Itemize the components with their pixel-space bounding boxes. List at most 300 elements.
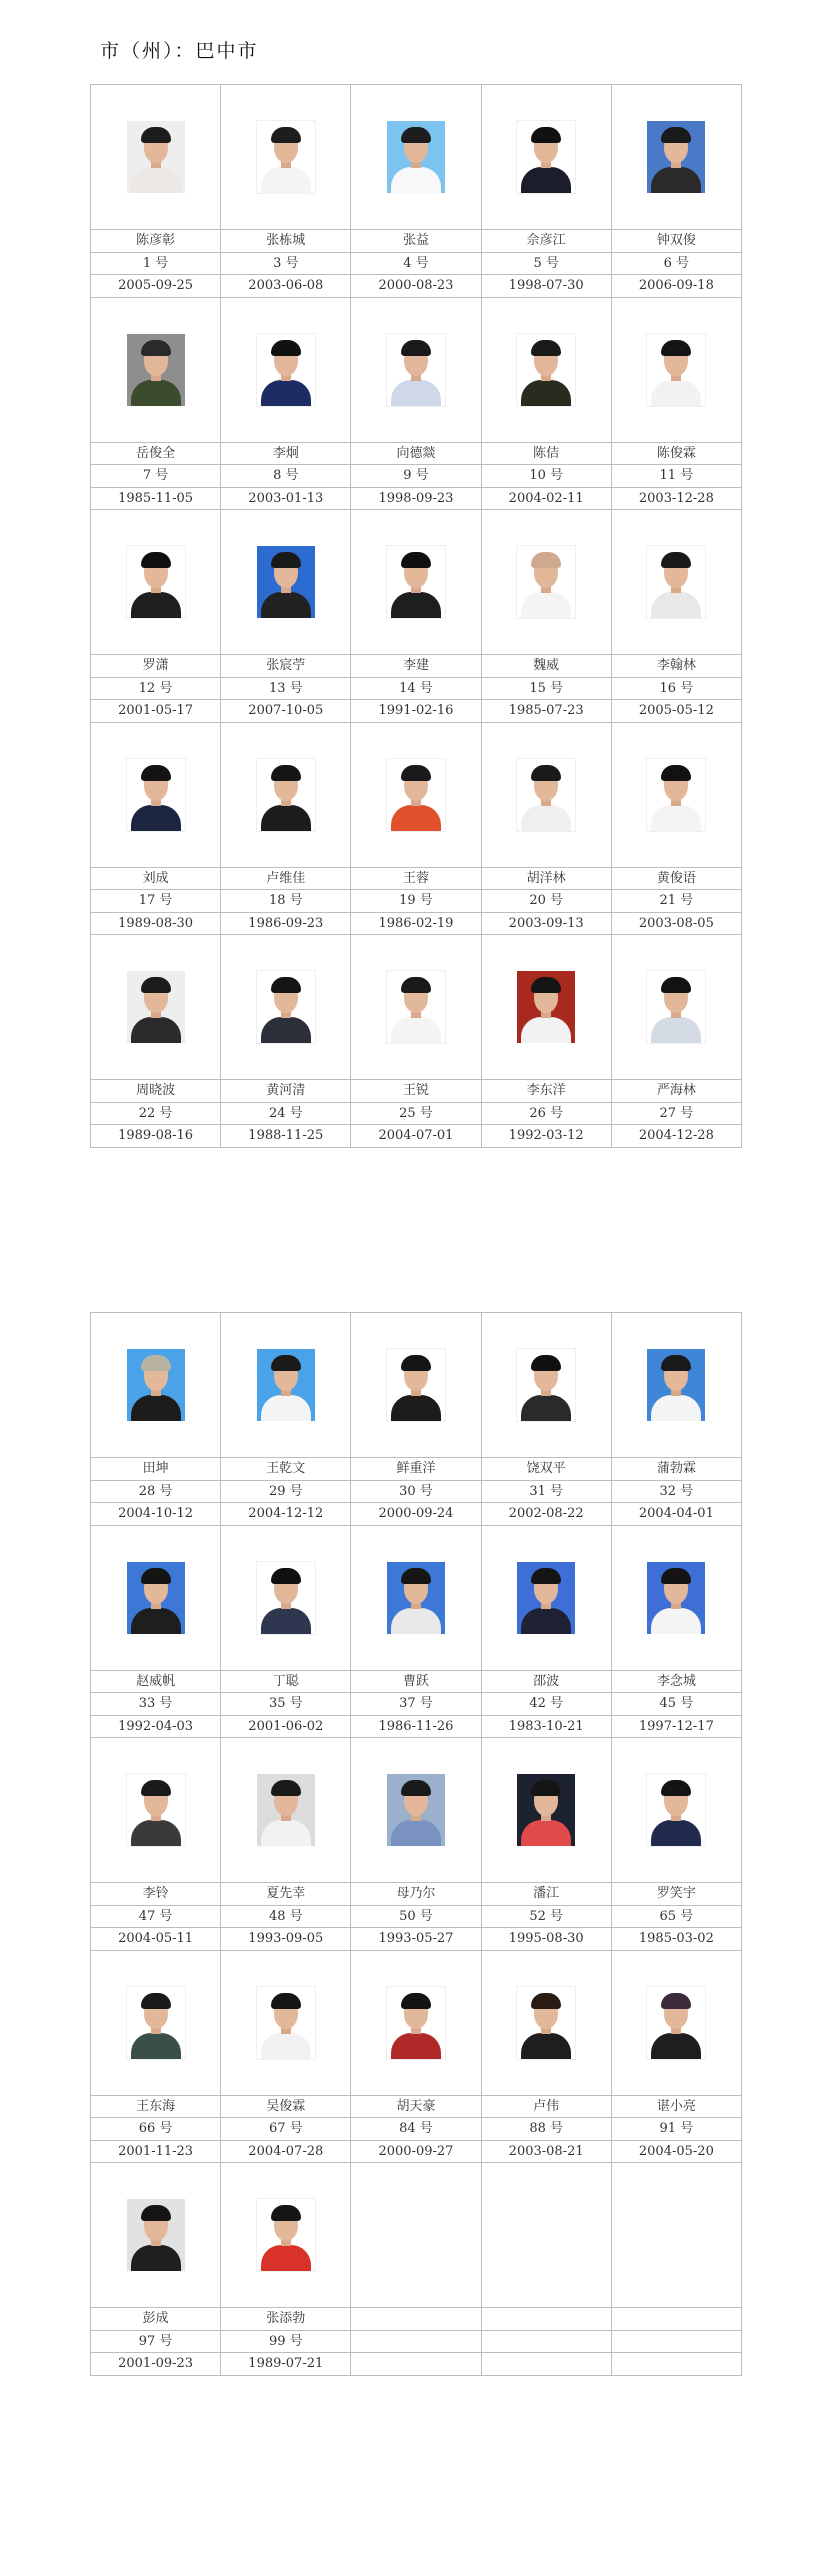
player-photo-cell	[611, 2163, 741, 2308]
player-dob: 2004-07-28	[221, 2140, 351, 2163]
shirt-shape	[651, 380, 701, 406]
player-name: 佘彦江	[481, 230, 611, 253]
player-photo	[257, 1349, 315, 1421]
player-number: 6 号	[611, 252, 741, 275]
player-number: 27 号	[611, 1102, 741, 1125]
player-name	[351, 2308, 481, 2331]
hair-shape	[271, 552, 301, 568]
player-photo	[127, 1987, 185, 2059]
player-dob: 2004-04-01	[611, 1503, 741, 1526]
shirt-shape	[391, 1395, 441, 1421]
shirt-shape	[651, 592, 701, 618]
player-photo	[647, 1987, 705, 2059]
player-dob: 2003-01-13	[221, 487, 351, 510]
shirt-shape	[261, 1820, 311, 1846]
player-photo	[647, 971, 705, 1043]
shirt-shape	[131, 167, 181, 193]
player-photo	[517, 971, 575, 1043]
player-number: 26 号	[481, 1102, 611, 1125]
player-name: 钟双俊	[611, 230, 741, 253]
number-row	[91, 1102, 742, 1125]
player-dob: 1998-09-23	[351, 487, 481, 510]
player-photo	[387, 1562, 445, 1634]
hair-shape	[661, 127, 691, 143]
hair-shape	[141, 127, 171, 143]
photo-row	[91, 1950, 742, 2095]
player-photo-cell	[611, 510, 741, 655]
shirt-shape	[521, 167, 571, 193]
player-number: 97 号	[91, 2330, 221, 2353]
player-dob: 1993-09-05	[221, 1928, 351, 1951]
player-photo	[257, 2199, 315, 2271]
player-photo	[647, 1562, 705, 1634]
player-photo	[387, 1774, 445, 1846]
player-dob: 2006-09-18	[611, 275, 741, 298]
shirt-shape	[521, 1820, 571, 1846]
player-number: 5 号	[481, 252, 611, 275]
hair-shape	[401, 127, 431, 143]
player-photo-cell	[481, 2163, 611, 2308]
dob-row	[91, 2140, 742, 2163]
player-name: 魏威	[481, 655, 611, 678]
player-dob: 2000-09-27	[351, 2140, 481, 2163]
player-name: 李念城	[611, 1670, 741, 1693]
player-name: 王锐	[351, 1080, 481, 1103]
player-dob	[481, 2353, 611, 2376]
player-photo-cell	[351, 1313, 481, 1458]
hair-shape	[401, 1568, 431, 1584]
player-photo-cell	[481, 935, 611, 1080]
player-number: 3 号	[221, 252, 351, 275]
player-photo-cell	[611, 297, 741, 442]
hair-shape	[531, 977, 561, 993]
hair-shape	[661, 765, 691, 781]
player-dob: 2001-11-23	[91, 2140, 221, 2163]
player-name: 李建	[351, 655, 481, 678]
player-dob: 1986-02-19	[351, 912, 481, 935]
player-photo-cell	[481, 1313, 611, 1458]
name-row	[91, 2308, 742, 2331]
dob-row	[91, 1715, 742, 1738]
photo-row	[91, 297, 742, 442]
player-number: 35 号	[221, 1693, 351, 1716]
shirt-shape	[651, 167, 701, 193]
player-photo	[517, 1349, 575, 1421]
player-dob: 1983-10-21	[481, 1715, 611, 1738]
photo-row	[91, 722, 742, 867]
player-photo-cell	[221, 1738, 351, 1883]
player-photo-cell	[481, 1738, 611, 1883]
player-photo-cell	[221, 1313, 351, 1458]
player-number: 18 号	[221, 890, 351, 913]
player-number: 50 号	[351, 1905, 481, 1928]
name-row	[91, 230, 742, 253]
hair-shape	[401, 1993, 431, 2009]
player-photo-cell	[611, 85, 741, 230]
player-number: 9 号	[351, 465, 481, 488]
player-name: 罗笑宇	[611, 1883, 741, 1906]
player-number: 42 号	[481, 1693, 611, 1716]
player-photo	[387, 121, 445, 193]
shirt-shape	[391, 592, 441, 618]
player-dob: 2003-08-21	[481, 2140, 611, 2163]
player-photo	[257, 1987, 315, 2059]
player-dob: 2001-05-17	[91, 700, 221, 723]
player-photo	[647, 546, 705, 618]
dob-row	[91, 1125, 742, 1148]
player-name: 田坤	[91, 1458, 221, 1481]
shirt-shape	[131, 1820, 181, 1846]
player-number: 88 号	[481, 2118, 611, 2141]
shirt-shape	[131, 2245, 181, 2271]
player-name: 赵威帆	[91, 1670, 221, 1693]
player-dob: 2005-09-25	[91, 275, 221, 298]
player-photo-cell	[351, 1525, 481, 1670]
player-dob: 2005-05-12	[611, 700, 741, 723]
player-photo-cell	[611, 935, 741, 1080]
player-photo-cell	[351, 1950, 481, 2095]
hair-shape	[661, 552, 691, 568]
photo-row	[91, 1525, 742, 1670]
player-photo	[257, 546, 315, 618]
player-photo	[647, 334, 705, 406]
hair-shape	[271, 765, 301, 781]
hair-shape	[661, 1355, 691, 1371]
player-photo-cell	[611, 1313, 741, 1458]
player-name: 吴俊霖	[221, 2095, 351, 2118]
hair-shape	[271, 1993, 301, 2009]
player-name: 母乃尔	[351, 1883, 481, 1906]
hair-shape	[271, 2205, 301, 2221]
shirt-shape	[131, 2033, 181, 2059]
shirt-shape	[521, 805, 571, 831]
player-photo-cell	[221, 1525, 351, 1670]
player-photo-cell	[351, 1738, 481, 1883]
player-name: 向德燚	[351, 442, 481, 465]
player-name: 王乾文	[221, 1458, 351, 1481]
player-name	[481, 2308, 611, 2331]
shirt-shape	[521, 592, 571, 618]
player-photo-cell	[481, 510, 611, 655]
player-name: 陈佶	[481, 442, 611, 465]
player-number: 16 号	[611, 677, 741, 700]
shirt-shape	[131, 1608, 181, 1634]
player-dob: 1985-07-23	[481, 700, 611, 723]
player-number: 30 号	[351, 1480, 481, 1503]
player-name: 王蓉	[351, 867, 481, 890]
player-dob: 2001-09-23	[91, 2353, 221, 2376]
player-photo	[257, 121, 315, 193]
photo-row	[91, 935, 742, 1080]
hair-shape	[401, 1355, 431, 1371]
player-dob: 2000-09-24	[351, 1503, 481, 1526]
dob-row	[91, 2353, 742, 2376]
player-number: 19 号	[351, 890, 481, 913]
player-photo-cell	[221, 722, 351, 867]
shirt-shape	[261, 592, 311, 618]
hair-shape	[141, 1568, 171, 1584]
player-dob: 1995-08-30	[481, 1928, 611, 1951]
number-row	[91, 1480, 742, 1503]
player-dob: 2003-09-13	[481, 912, 611, 935]
hair-shape	[141, 977, 171, 993]
player-name: 陈彦彰	[91, 230, 221, 253]
player-name: 蒲勃霖	[611, 1458, 741, 1481]
player-dob: 1989-07-21	[221, 2353, 351, 2376]
player-name: 黄河清	[221, 1080, 351, 1103]
player-photo-cell	[221, 2163, 351, 2308]
shirt-shape	[391, 805, 441, 831]
hair-shape	[531, 1780, 561, 1796]
player-dob: 1992-03-12	[481, 1125, 611, 1148]
player-photo-cell	[221, 510, 351, 655]
player-photo-cell	[91, 1313, 221, 1458]
name-row	[91, 2095, 742, 2118]
player-name	[611, 2308, 741, 2331]
hair-shape	[661, 1993, 691, 2009]
player-name: 严海林	[611, 1080, 741, 1103]
player-photo-cell	[221, 935, 351, 1080]
shirt-shape	[261, 1608, 311, 1634]
player-photo-cell	[611, 1950, 741, 2095]
player-photo	[257, 1774, 315, 1846]
player-photo	[647, 1774, 705, 1846]
hair-shape	[271, 977, 301, 993]
player-number: 32 号	[611, 1480, 741, 1503]
player-name: 饶双平	[481, 1458, 611, 1481]
player-dob: 2000-08-23	[351, 275, 481, 298]
name-row	[91, 1883, 742, 1906]
shirt-shape	[261, 1395, 311, 1421]
player-photo-cell	[351, 510, 481, 655]
shirt-shape	[261, 380, 311, 406]
roster-table-2	[90, 1312, 742, 2376]
player-photo-cell	[481, 297, 611, 442]
player-number: 22 号	[91, 1102, 221, 1125]
photo-row	[91, 2163, 742, 2308]
player-photo-cell	[91, 722, 221, 867]
name-row	[91, 442, 742, 465]
player-number: 99 号	[221, 2330, 351, 2353]
hair-shape	[401, 340, 431, 356]
player-name: 李东洋	[481, 1080, 611, 1103]
player-number: 91 号	[611, 2118, 741, 2141]
player-number: 4 号	[351, 252, 481, 275]
player-photo-cell	[611, 1738, 741, 1883]
shirt-shape	[651, 1395, 701, 1421]
dob-row	[91, 275, 742, 298]
player-dob: 2004-05-20	[611, 2140, 741, 2163]
player-photo-cell	[481, 1950, 611, 2095]
shirt-shape	[651, 2033, 701, 2059]
photo-row	[91, 85, 742, 230]
player-dob: 1997-12-17	[611, 1715, 741, 1738]
number-row	[91, 2118, 742, 2141]
player-name: 谌小亮	[611, 2095, 741, 2118]
hair-shape	[661, 1568, 691, 1584]
dob-row	[91, 912, 742, 935]
player-number	[611, 2330, 741, 2353]
player-photo	[257, 334, 315, 406]
hair-shape	[661, 977, 691, 993]
player-name: 张栋城	[221, 230, 351, 253]
player-dob: 2004-12-12	[221, 1503, 351, 1526]
shirt-shape	[261, 167, 311, 193]
player-number: 7 号	[91, 465, 221, 488]
shirt-shape	[391, 1608, 441, 1634]
shirt-shape	[391, 1017, 441, 1043]
player-photo-cell	[91, 510, 221, 655]
hair-shape	[271, 1355, 301, 1371]
player-photo	[127, 546, 185, 618]
player-number: 20 号	[481, 890, 611, 913]
player-photo	[517, 121, 575, 193]
player-photo	[517, 1562, 575, 1634]
player-photo-cell	[221, 85, 351, 230]
player-name: 夏先幸	[221, 1883, 351, 1906]
hair-shape	[141, 2205, 171, 2221]
player-name: 曹跃	[351, 1670, 481, 1693]
hair-shape	[401, 765, 431, 781]
shirt-shape	[521, 1017, 571, 1043]
player-name: 邵波	[481, 1670, 611, 1693]
player-dob: 1985-11-05	[91, 487, 221, 510]
player-photo	[647, 121, 705, 193]
name-row	[91, 655, 742, 678]
player-name: 鲜重洋	[351, 1458, 481, 1481]
player-photo-cell	[221, 1950, 351, 2095]
player-photo-cell	[91, 2163, 221, 2308]
player-number: 47 号	[91, 1905, 221, 1928]
shirt-shape	[261, 2033, 311, 2059]
player-name: 张添勃	[221, 2308, 351, 2331]
player-dob: 1998-07-30	[481, 275, 611, 298]
player-dob	[611, 2353, 741, 2376]
player-name: 张宸苧	[221, 655, 351, 678]
shirt-shape	[521, 2033, 571, 2059]
player-dob: 2004-02-11	[481, 487, 611, 510]
player-name: 张益	[351, 230, 481, 253]
name-row	[91, 1670, 742, 1693]
player-photo	[127, 2199, 185, 2271]
player-name: 李铃	[91, 1883, 221, 1906]
player-photo	[387, 1349, 445, 1421]
photo-row	[91, 510, 742, 655]
hair-shape	[401, 1780, 431, 1796]
hair-shape	[141, 1993, 171, 2009]
player-number: 48 号	[221, 1905, 351, 1928]
page-title: 市（州）：巴中市	[100, 40, 259, 62]
shirt-shape	[651, 1017, 701, 1043]
player-number: 1 号	[91, 252, 221, 275]
shirt-shape	[261, 805, 311, 831]
shirt-shape	[651, 1820, 701, 1846]
player-photo-cell	[611, 1525, 741, 1670]
number-row	[91, 465, 742, 488]
player-number: 33 号	[91, 1693, 221, 1716]
hair-shape	[141, 552, 171, 568]
player-dob: 1986-11-26	[351, 1715, 481, 1738]
shirt-shape	[391, 1820, 441, 1846]
shirt-shape	[391, 380, 441, 406]
player-photo-cell	[351, 85, 481, 230]
shirt-shape	[131, 805, 181, 831]
player-name: 卢伟	[481, 2095, 611, 2118]
hair-shape	[141, 1780, 171, 1796]
player-number: 13 号	[221, 677, 351, 700]
shirt-shape	[521, 1395, 571, 1421]
player-number: 12 号	[91, 677, 221, 700]
number-row	[91, 252, 742, 275]
player-number: 28 号	[91, 1480, 221, 1503]
player-name: 胡天豪	[351, 2095, 481, 2118]
player-number: 37 号	[351, 1693, 481, 1716]
number-row	[91, 2330, 742, 2353]
hair-shape	[401, 552, 431, 568]
hair-shape	[271, 1568, 301, 1584]
player-number	[351, 2330, 481, 2353]
player-photo	[517, 334, 575, 406]
player-photo-cell	[221, 297, 351, 442]
name-row	[91, 867, 742, 890]
photo-row	[91, 1313, 742, 1458]
player-photo	[127, 1774, 185, 1846]
number-row	[91, 1693, 742, 1716]
player-number: 14 号	[351, 677, 481, 700]
player-number: 24 号	[221, 1102, 351, 1125]
player-dob: 2004-10-12	[91, 1503, 221, 1526]
player-number: 25 号	[351, 1102, 481, 1125]
shirt-shape	[131, 1017, 181, 1043]
player-dob: 1989-08-30	[91, 912, 221, 935]
player-photo	[257, 759, 315, 831]
player-dob: 2003-12-28	[611, 487, 741, 510]
player-name: 罗潇	[91, 655, 221, 678]
player-dob: 2004-07-01	[351, 1125, 481, 1148]
player-number: 84 号	[351, 2118, 481, 2141]
player-dob: 1992-04-03	[91, 1715, 221, 1738]
hair-shape	[271, 340, 301, 356]
hair-shape	[661, 1780, 691, 1796]
shirt-shape	[521, 380, 571, 406]
player-number: 65 号	[611, 1905, 741, 1928]
player-dob: 1988-11-25	[221, 1125, 351, 1148]
player-name: 周晓波	[91, 1080, 221, 1103]
hair-shape	[661, 340, 691, 356]
player-name: 王东海	[91, 2095, 221, 2118]
hair-shape	[271, 1780, 301, 1796]
name-row	[91, 1080, 742, 1103]
player-photo	[127, 121, 185, 193]
player-dob: 2004-05-11	[91, 1928, 221, 1951]
player-name: 潘江	[481, 1883, 611, 1906]
player-photo	[387, 759, 445, 831]
player-dob: 2007-10-05	[221, 700, 351, 723]
player-name: 胡洋林	[481, 867, 611, 890]
shirt-shape	[391, 167, 441, 193]
player-photo-cell	[91, 297, 221, 442]
player-number: 10 号	[481, 465, 611, 488]
shirt-shape	[391, 2033, 441, 2059]
player-number: 67 号	[221, 2118, 351, 2141]
player-photo	[387, 334, 445, 406]
player-photo-cell	[91, 1525, 221, 1670]
player-name: 卢维佳	[221, 867, 351, 890]
shirt-shape	[131, 380, 181, 406]
hair-shape	[531, 127, 561, 143]
player-photo-cell	[351, 935, 481, 1080]
hair-shape	[141, 340, 171, 356]
